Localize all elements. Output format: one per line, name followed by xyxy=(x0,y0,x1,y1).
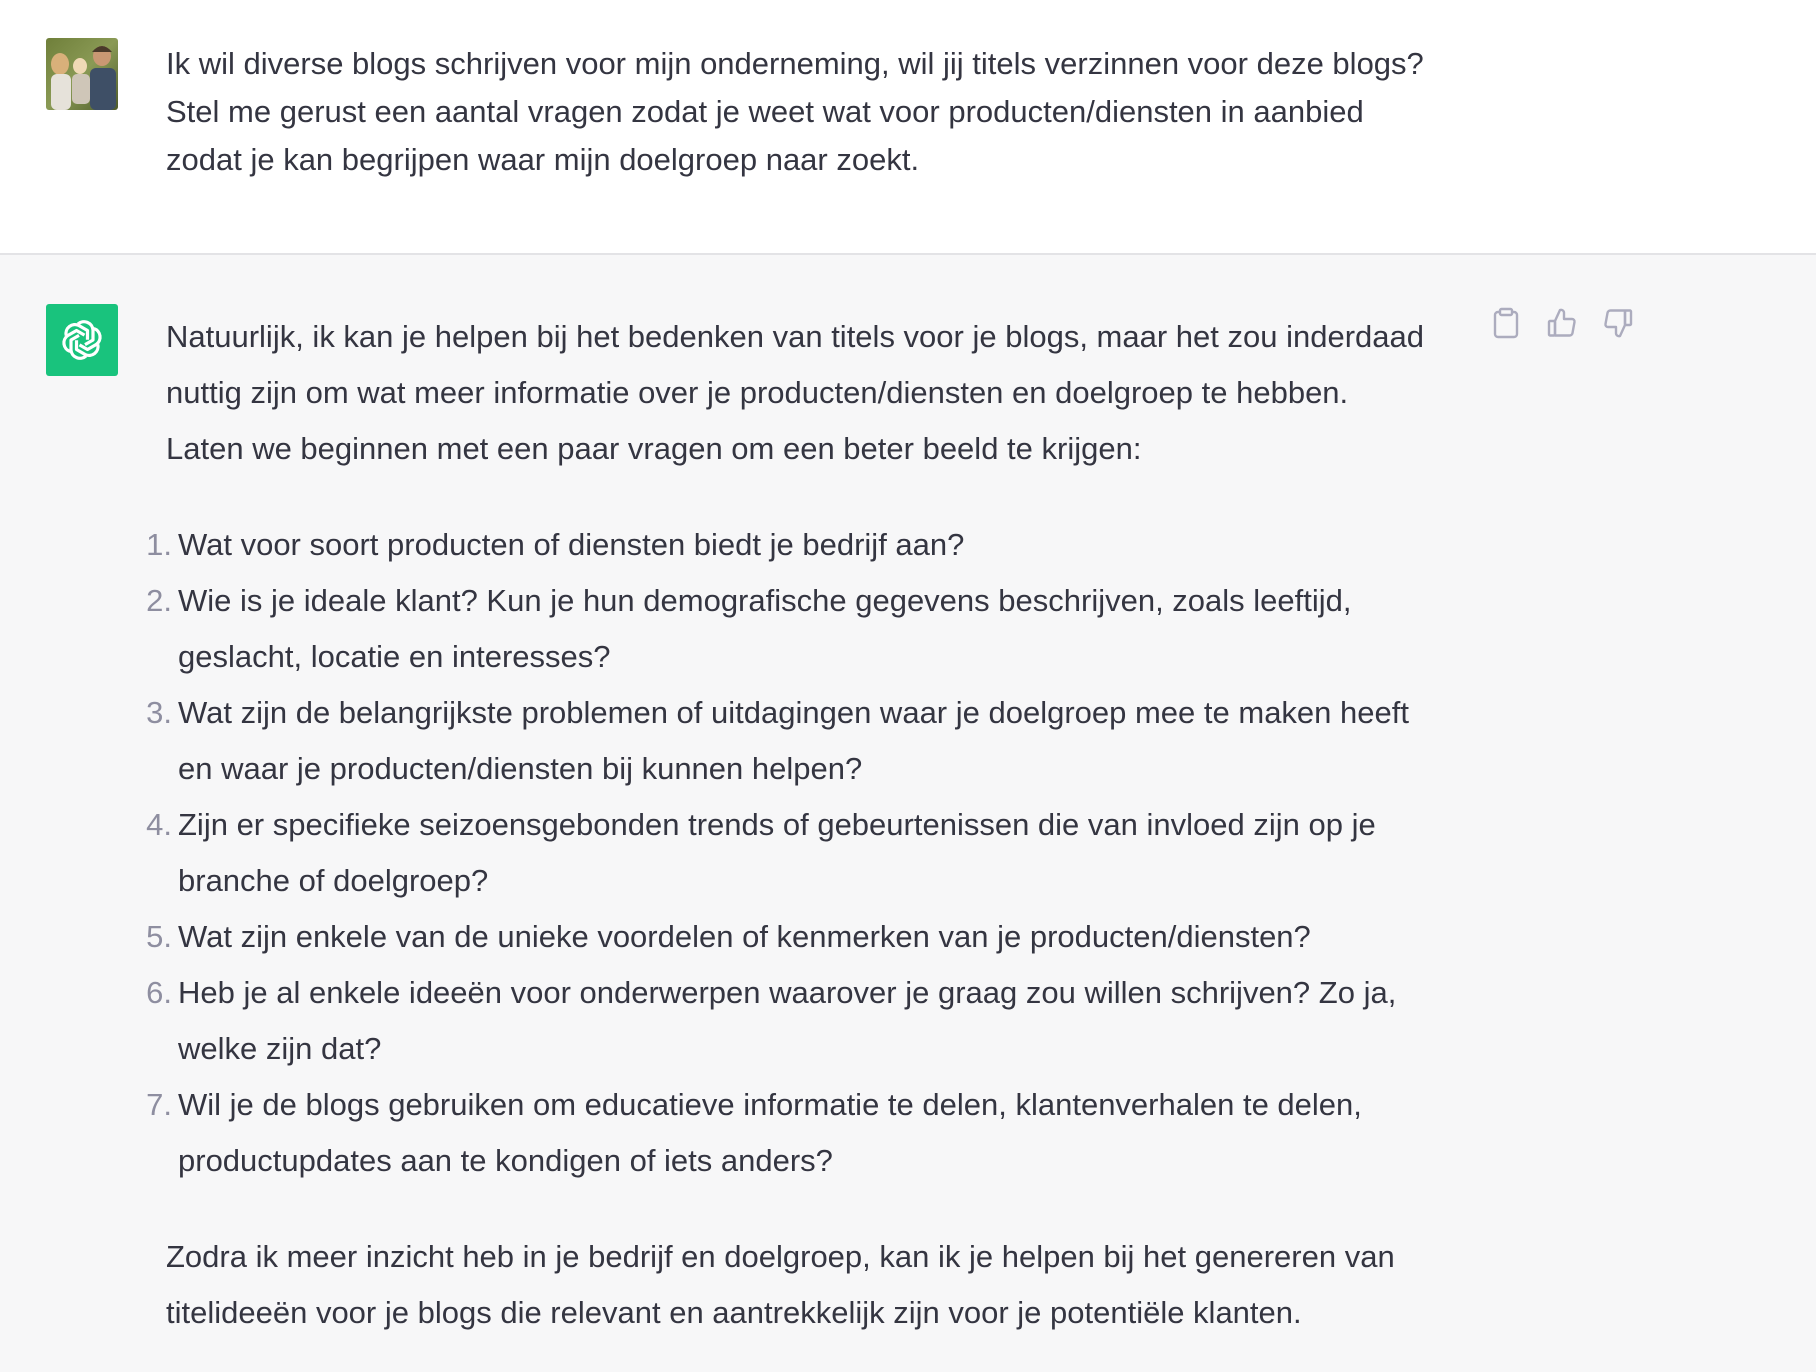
list-number: 3. xyxy=(146,695,172,730)
list-item xyxy=(146,965,1466,1077)
openai-logo-icon xyxy=(57,315,107,365)
outro-paragraph xyxy=(166,1229,1466,1341)
intro-paragraph xyxy=(166,309,1466,477)
list-item xyxy=(146,517,1466,573)
question-list xyxy=(146,517,1466,1189)
thumbs-up-icon xyxy=(1546,307,1578,339)
clipboard-icon xyxy=(1492,307,1520,339)
list-item-line: geslacht, locatie en interesses? xyxy=(178,639,611,674)
list-item-line: Wat voor soort producten of diensten biedt je bedrijf aan? xyxy=(178,527,965,562)
assistant-message-text xyxy=(146,309,1466,1341)
list-number: 2. xyxy=(146,583,172,618)
assistant-message xyxy=(0,255,1816,1372)
list-number: 5. xyxy=(146,919,172,954)
outro-line: titelideeën voor je blogs die relevant en aantrekkelijk zijn voor je potentiële klanten. xyxy=(166,1295,1302,1330)
user-message xyxy=(0,0,1816,255)
intro-line: Laten we beginnen met een paar vragen om een beter beeld te krijgen: xyxy=(166,431,1142,466)
intro-line: nuttig zijn om wat meer informatie over je producten/diensten en doelgroep te hebben. xyxy=(166,375,1349,410)
list-number: 1. xyxy=(146,527,172,562)
list-item-line: productupdates aan te kondigen of iets anders? xyxy=(178,1143,833,1178)
list-item xyxy=(146,797,1466,909)
list-number: 4. xyxy=(146,807,172,842)
list-item xyxy=(146,909,1466,965)
list-item-line: Wil je de blogs gebruiken om educatieve informatie te delen, klantenverhalen te delen, xyxy=(178,1087,1362,1122)
user-message-line: Stel me gerust een aantal vragen zodat je weet wat voor producten/diensten in aanbied xyxy=(166,94,1364,129)
user-message-text xyxy=(166,40,1466,184)
intro-line: Natuurlijk, ik kan je helpen bij het bedenken van titels voor je blogs, maar het zou inderdaad xyxy=(166,319,1424,354)
list-item-line: Wat zijn enkele van de unieke voordelen of kenmerken van je producten/diensten? xyxy=(178,919,1311,954)
outro-line: Zodra ik meer inzicht heb in je bedrijf en doelgroep, kan ik je helpen bij het genereren van xyxy=(166,1239,1395,1274)
list-number: 7. xyxy=(146,1087,172,1122)
list-item-line: en waar je producten/diensten bij kunnen helpen? xyxy=(178,751,863,786)
list-item-line: welke zijn dat? xyxy=(178,1031,382,1066)
thumbs-down-button[interactable] xyxy=(1602,307,1634,339)
assistant-avatar xyxy=(46,304,118,376)
user-photo-icon xyxy=(46,38,118,110)
thumbs-down-icon xyxy=(1602,307,1634,339)
thumbs-up-button[interactable] xyxy=(1546,307,1578,339)
message-actions xyxy=(1490,307,1634,339)
list-item-line: branche of doelgroep? xyxy=(178,863,489,898)
user-avatar xyxy=(46,38,118,110)
user-message-line: Ik wil diverse blogs schrijven voor mijn onderneming, wil jij titels verzinnen voor deze blogs? xyxy=(166,46,1424,81)
list-item xyxy=(146,685,1466,797)
list-item-line: Wie is je ideale klant? Kun je hun demografische gegevens beschrijven, zoals leeftijd, xyxy=(178,583,1352,618)
list-item-line: Heb je al enkele ideeën voor onderwerpen waarover je graag zou willen schrijven? Zo ja, xyxy=(178,975,1397,1010)
list-item-line: Wat zijn de belangrijkste problemen of uitdagingen waar je doelgroep mee te maken heeft xyxy=(178,695,1409,730)
list-item xyxy=(146,573,1466,685)
user-message-line: zodat je kan begrijpen waar mijn doelgroep naar zoekt. xyxy=(166,142,920,177)
copy-button[interactable] xyxy=(1490,307,1522,339)
list-item-line: Zijn er specifieke seizoensgebonden trends of gebeurtenissen die van invloed zijn op je xyxy=(178,807,1376,842)
list-number: 6. xyxy=(146,975,172,1010)
list-item xyxy=(146,1077,1466,1189)
